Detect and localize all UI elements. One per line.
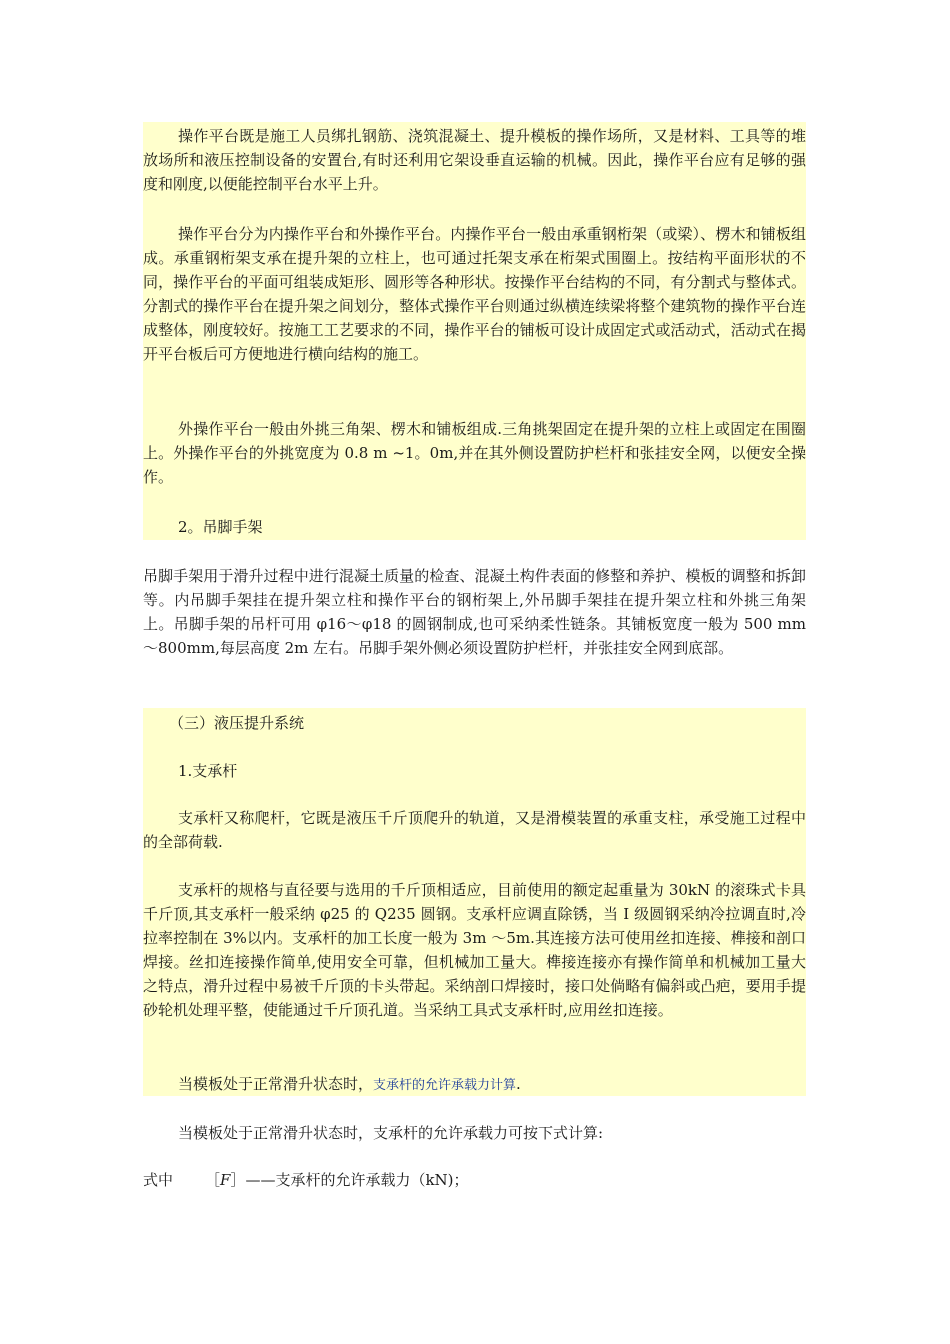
paragraph-formula-intro: 当模板处于正常滑升状态时，支承杆的允许承载力可按下式计算: [178, 1124, 604, 1142]
symbol-f: F [220, 1171, 231, 1189]
paragraph-hanging-scaffold: 吊脚手架用于滑升过程中进行混凝土质量的检查、混凝土构件表面的修整和养护、模板的调整和拆卸等。内吊脚手架挂在提升架立柱和操作平台的钢桁架上,外吊脚手架挂在提升架立柱和外挑三角架上。吊脚手架的吊杆可用 φ16～φ18 的圆钢制成,也可采纳柔性链条。其铺板宽度一般为 500 mm ～800mm,每层高度 2m 左右。吊脚手架外侧必须设置防护栏杆，并张挂安全网到底部。 [143, 567, 806, 657]
heading-support-rod: 1.支承杆 [178, 762, 238, 780]
capacity-suffix: . [516, 1075, 521, 1093]
symbol-definition: ——支承杆的允许承载力（kN)； [245, 1171, 469, 1189]
paragraph-support-rod-definition: 支承杆又称爬杆，它既是液压千斤顶爬升的轨道，又是滑模装置的承重支柱，承受施工过程中的全部荷载. [143, 809, 806, 851]
paragraph-platform-types: 操作平台分为内操作平台和外操作平台。内操作平台一般由承重钢桁架（或梁）、楞木和铺板组成。承重钢桁架支承在提升架的立柱上，也可通过托架支承在桁架式围圈上。按结构平面形状的不同，操作平台的平面可组装成矩形、圆形等各种形状。按操作平台结构的不同，有分割式与整体式。分割式的操作平台在提升架之间划分，整体式操作平台则通过纵横连续梁将整个建筑物的操作平台连成整体，刚度较好。按施工工艺要求的不同，操作平台的铺板可设计成固定式或活动式，活动式在揭开平台板后可方便地进行横向结构的施工。 [143, 225, 806, 363]
paragraph-outer-platform: 外操作平台一般由外挑三角架、楞木和铺板组成.三角挑架固定在提升架的立柱上或固定在围圈上。外操作平台的外挑宽度为 0.8 m ~1。0m,并在其外侧设置防护栏杆和张挂安全网，以便安全操作。 [143, 420, 806, 486]
capacity-calculation-link[interactable]: 支承杆的允许承载力计算 [373, 1078, 517, 1093]
bracket-open: ［ [205, 1171, 221, 1189]
heading-hydraulic-system: （三）液压提升系统 [169, 714, 305, 732]
formula-definition-row [143, 1168, 469, 1192]
capacity-prefix: 当模板处于正常滑升状态时， [178, 1075, 374, 1093]
paragraph-support-rod-specs: 支承杆的规格与直径要与选用的千斤顶相适应，目前使用的额定起重量为 30kN 的滚珠式卡具千斤顶,其支承杆一般采纳 φ25 的 Q235 圆钢。支承杆应调直除锈，当 I 级圆钢采纳冷拉调直时,冷拉率控制在 3%以内。支承杆的加工长度一般为 3m ～5m.其连接方法可使用丝扣连接、榫接和剖口焊接。丝扣连接操作简单,使用安全可靠，但机械加工量大。榫接连接亦有操作简单和机械加工量大之特点，滑升过程中易被千斤顶的卡头带起。采纳剖口焊接时，接口处倘略有偏斜或凸疤，要用手提砂轮机处理平整，使能通过千斤顶孔道。当采纳工具式支承杆时,应用丝扣连接。 [143, 881, 806, 1019]
paragraph-platform-purpose: 操作平台既是施工人员绑扎钢筋、浇筑混凝土、提升模板的操作场所，又是材料、工具等的堆放场所和液压控制设备的安置台,有时还利用它架设垂直运输的机械。因此，操作平台应有足够的强度和刚度,以便能控制平台水平上升。 [143, 127, 806, 193]
where-label: 式中 [143, 1171, 174, 1189]
bracket-close: ］ [230, 1171, 246, 1189]
heading-hanging-scaffold: 2。吊脚手架 [178, 518, 263, 536]
paragraph-support-rod-capacity [143, 1072, 806, 1098]
